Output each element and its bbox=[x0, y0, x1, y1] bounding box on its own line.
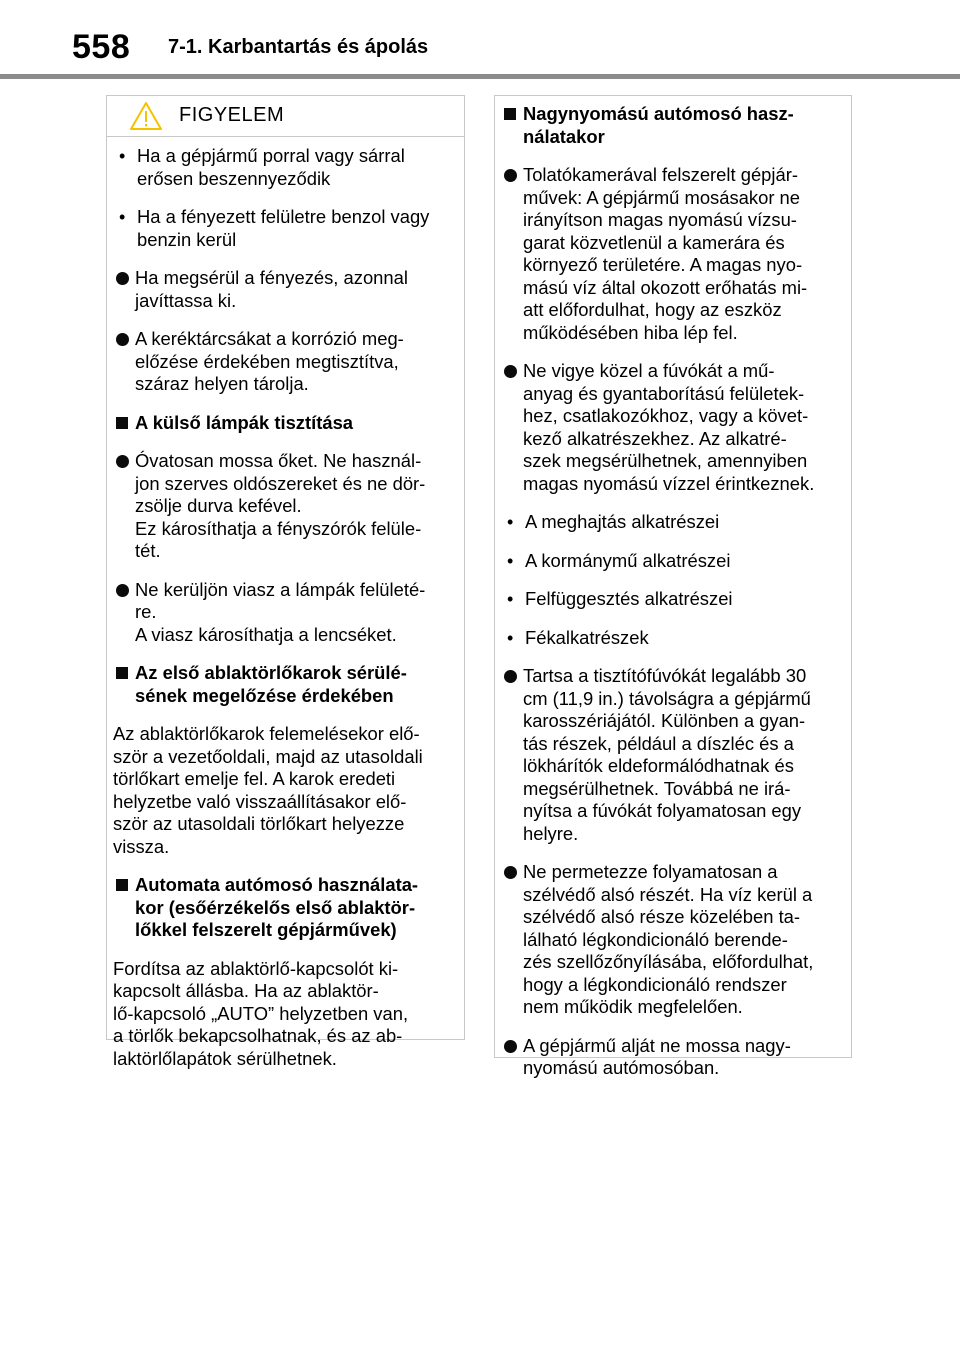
warning-title: FIGYELEM bbox=[179, 104, 285, 126]
item-text: A keréktárcsákat a korrózió meg- előzése érdekében megtisztítva, száraz helyen tárolja. bbox=[135, 328, 404, 394]
warning-content bbox=[107, 137, 464, 1070]
list-item bbox=[501, 665, 851, 845]
list-item bbox=[113, 267, 464, 312]
item-text: A kormánymű alkatrészei bbox=[525, 549, 731, 571]
item-text: Ha a gépjármű porral vagy sárral erősen beszennyeződik bbox=[137, 145, 405, 189]
list-item bbox=[501, 360, 851, 495]
item-text: Fékalkatrészek bbox=[525, 626, 649, 648]
list-item bbox=[501, 861, 851, 1019]
section-heading bbox=[113, 412, 464, 435]
list-item bbox=[501, 164, 851, 344]
item-text: Automata autómosó használata- kor (esőérzékelős első ablaktör- lőkkel felszerelt gépjárművek) bbox=[135, 874, 419, 940]
item-text: Nagynyomású autómosó hasz- nálatakor bbox=[523, 103, 794, 147]
item-text: Tolatókamerával felszerelt gépjár- művek: A gépjármű mosásakor ne irányítson magas nyomású vízsu- garat közvetlenül a kamerára és környező területére. A magas nyo- mású víz által okozott erőhatás mi- att előfordulhat, hogy az eszköz működésében hiba lép fel. bbox=[523, 164, 808, 343]
item-text: Ha megsérül a fényezés, azonnal javíttassa ki. bbox=[135, 267, 408, 311]
item-text: A gépjármű alját ne mossa nagy- nyomású autómosóban. bbox=[523, 1034, 791, 1078]
item-text: A meghajtás alkatrészei bbox=[525, 511, 720, 532]
item-text: Tartsa a tisztítófúvókát legalább 30 cm (11,9 in.) távolságra a gépjármű karosszériájától. Különben a gyan- tás részek, például a díszléc és a lökhárítók eldeformálódhatnak és megsérülhetnek. Továbbá ne irá- nyítsa a fúvókát folyamatosan egy helyre. bbox=[523, 665, 811, 844]
list-item bbox=[113, 579, 464, 647]
section-heading bbox=[113, 662, 464, 707]
info-content bbox=[495, 96, 851, 1080]
paragraph: Az ablaktörlőkarok felemelésekor elő- ször a vezetőoldali, majd az utasoldali törlőkart emelje fel. A karok eredeti helyzetbe való visszaállításakor elő- ször az utasoldali törlőkart helyezze vissza. bbox=[113, 723, 423, 857]
warning-header bbox=[107, 96, 464, 137]
list-item bbox=[501, 511, 851, 534]
paragraph: Fordítsa az ablaktörlő-kapcsolót ki- kapcsolt állásba. Ha az ablaktör- lő-kapcsoló „AUTO” helyzetben van, a törlők bekapcsolhatnak, és az ab- laktörlőlapátok sérülhetnek. bbox=[113, 957, 409, 1069]
section-title: 7-1. Karbantartás és ápolás bbox=[168, 36, 429, 58]
list-item bbox=[501, 627, 851, 650]
list-item bbox=[113, 206, 464, 251]
item-text: Ne kerüljön viasz a lámpák felületé- re. A viasz károsíthatja a lencséket. bbox=[135, 578, 426, 645]
info-box bbox=[494, 95, 852, 1078]
section-heading bbox=[113, 874, 464, 942]
header-rule bbox=[0, 74, 960, 79]
list-item bbox=[113, 145, 464, 190]
list-item bbox=[113, 450, 464, 563]
item-text: Az első ablaktörlőkarok sérülé- sének megelőzése érdekében bbox=[135, 662, 407, 706]
item-text: Óvatosan mossa őket. Ne használ- jon szerves oldószereket és ne dör- zsölje durva kefével. Ez károsíthatja a fényszórók felüle- tét. bbox=[135, 450, 426, 561]
list-item bbox=[501, 550, 851, 573]
item-text: Ha a fényezett felületre benzol vagy benzin kerül bbox=[137, 206, 430, 250]
item-text: A külső lámpák tisztítása bbox=[135, 411, 354, 433]
list-item bbox=[113, 328, 464, 396]
list-item bbox=[501, 588, 851, 611]
item-text: Felfüggesztés alkatrészei bbox=[525, 588, 733, 609]
page-number: 558 bbox=[72, 28, 131, 66]
page-header bbox=[0, 0, 960, 80]
section-heading bbox=[501, 103, 851, 148]
warning-triangle-icon bbox=[129, 101, 163, 131]
item-text: Ne permetezze folyamatosan a szélvédő alsó részét. Ha víz kerül a szélvédő alsó része közelében ta- lálható légkondicionáló berende- zés szellőzőnyílásába, előfordulhat, hogy a légkondicionáló rendszer nem működik megfelelően. bbox=[523, 861, 814, 1017]
item-text: Ne vigye közel a fúvókát a mű- anyag és gyantaborítású felületek- hez, csatlakozókhoz, vagy a követ- kező alkatrészekhez. Az alkatré- szek megsérülhetnek, amennyiben magas nyomású vízzel érintkeznek. bbox=[523, 360, 815, 494]
warning-box bbox=[106, 95, 465, 1069]
list-item bbox=[501, 1035, 851, 1080]
